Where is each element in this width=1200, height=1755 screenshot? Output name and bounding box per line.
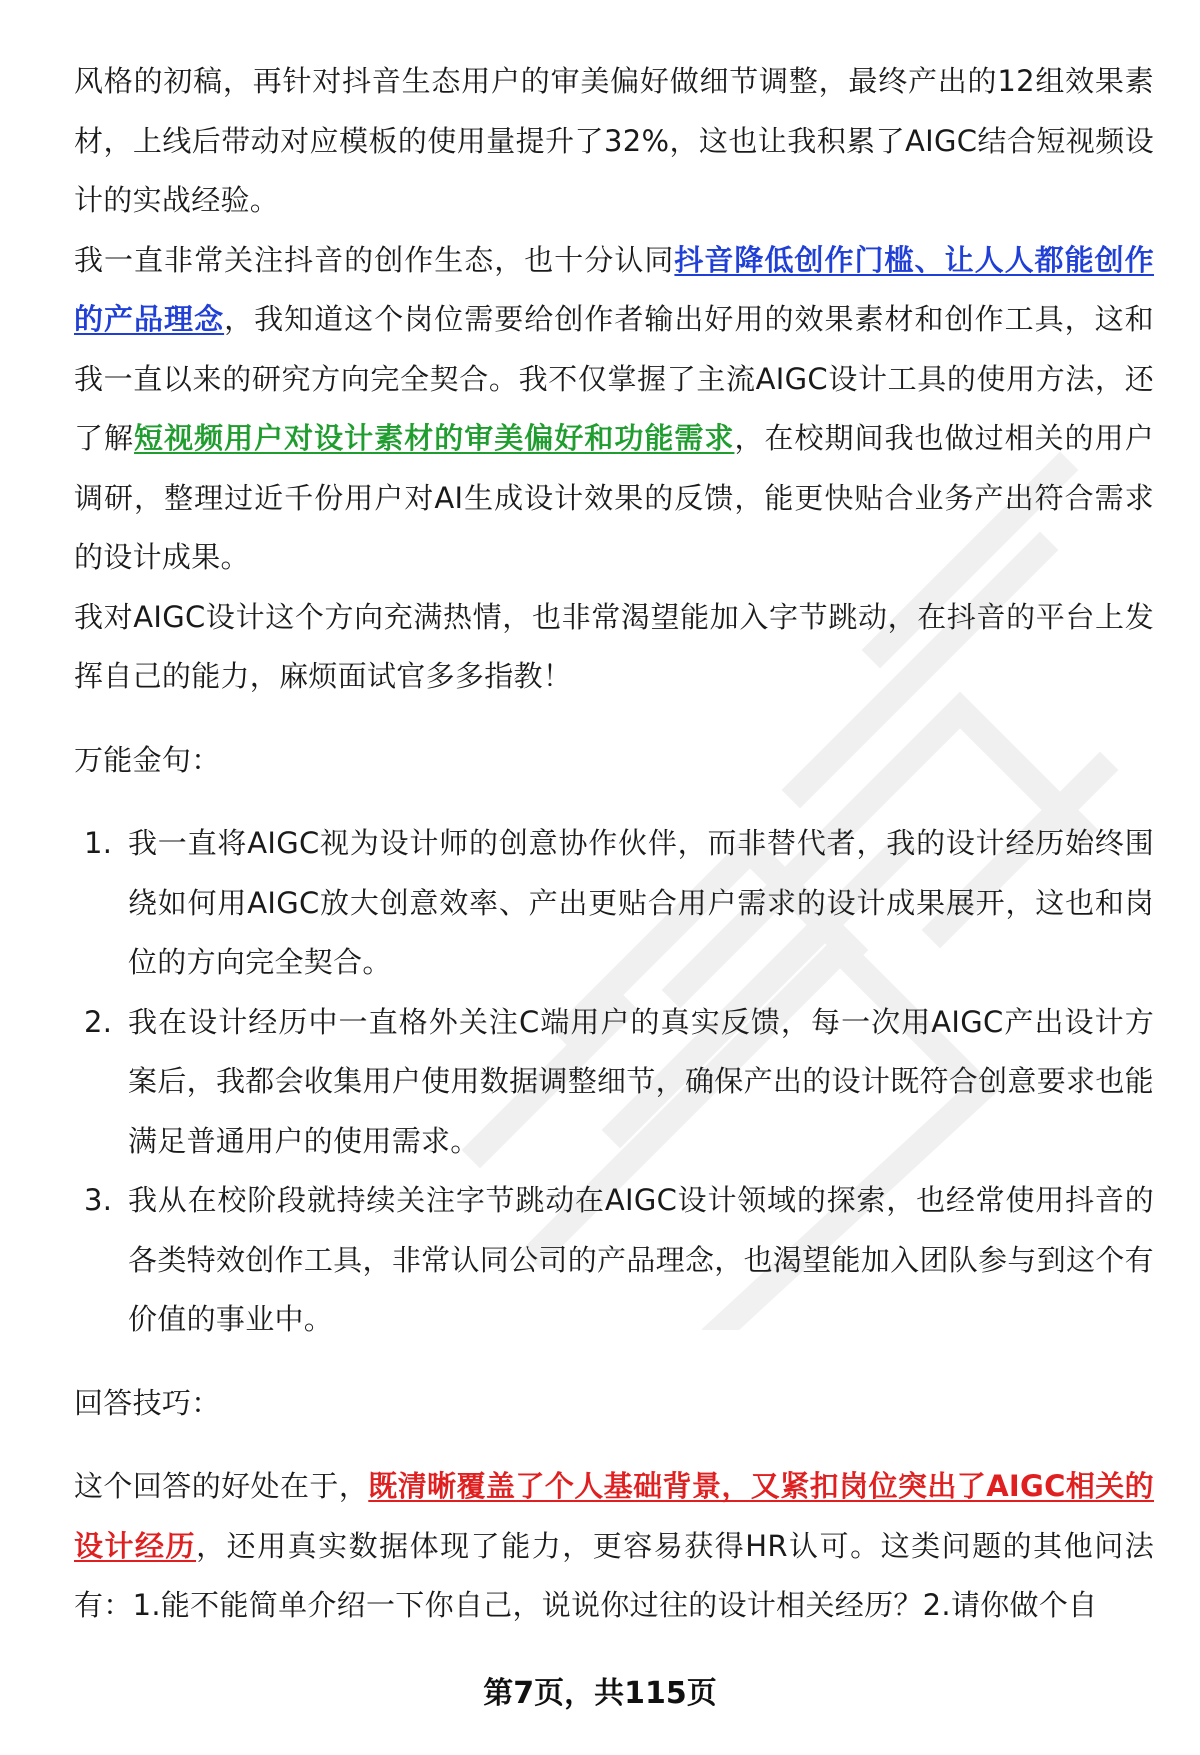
section-heading-golden-sentences: 万能金句： — [74, 742, 221, 777]
list-item-number: 2. — [84, 1004, 113, 1039]
paragraph-text: ，还用真实数据体现了能力，更容易获得HR认可。这类问题的其他问法有：1.能不能简单介绍一下你自己，说说你过往的设计相关经历？2.请你做个自 — [74, 1528, 1155, 1622]
paragraph-text: ，在校期间我也做过相关的用户调研，整理过近千份用户对AI生成设计效果的反馈，能更快贴合业务产出符合需求的设计成果。 — [74, 421, 1154, 574]
list-item-text: 我一直将AIGC视为设计师的创意协作伙伴，而非替代者，我的设计经历始终围绕如何用AIGC放大创意效率、产出更贴合用户需求的设计成果展开，这也和岗位的方向完全契合。 — [128, 826, 1154, 979]
list-item-number: 3. — [84, 1183, 113, 1217]
paragraph-intro-continuation: 风格的初稿，再针对抖音生态用户的审美偏好做细节调整，最终产出的12组效果素材，上线后带动对应模板的使用量提升了32%，这也让我积累了AIGC结合短视频设计的实战经验。 — [74, 64, 1154, 217]
paragraph-closing: 我对AIGC设计这个方向充满热情，也非常渴望能加入字节跳动，在抖音的平台上发挥自己的能力，麻烦面试官多多指教！ — [74, 599, 1154, 693]
list-item-text: 我从在校阶段就持续关注字节跳动在AIGC设计领域的探索，也经常使用抖音的各类特效创作工具，非常认同公司的产品理念，也渴望能加入团队参与到这个有价值的事业中。 — [128, 1183, 1154, 1336]
main-content — [74, 52, 1154, 1636]
section-heading-answer-tips: 回答技巧： — [74, 1385, 221, 1420]
golden-sentences-list — [74, 814, 1154, 1350]
list-item — [74, 993, 1154, 1172]
paragraph-text: 我一直非常关注抖音的创作生态，也十分认同 — [74, 242, 675, 277]
list-item — [74, 1171, 1154, 1350]
list-item-text: 我在设计经历中一直格外关注C端用户的真实反馈，每一次用AIGC产出设计方案后，我都会收集用户使用数据调整细节，确保产出的设计既符合创意要求也能满足普通用户的使用需求。 — [128, 1004, 1154, 1158]
paragraph-text: ，我知道这个岗位需要给创作者输出好用的效果素材和创作工具，这和我一直以来的研究方向完全契合。我不仅掌握了主流AIGC设计工具的使用方法，还了解 — [74, 302, 1154, 455]
paragraph-answer-tips — [74, 1457, 1154, 1636]
page-number-footer: 第7页，共115页 — [483, 1676, 717, 1711]
highlight-product-philosophy: 抖音降低创作门槛、让人人都能创作的产品理念 — [74, 242, 1154, 336]
list-item — [74, 814, 1154, 993]
list-item-number: 1. — [84, 826, 113, 860]
paragraph-ecosystem — [74, 231, 1154, 588]
highlight-user-needs: 短视频用户对设计素材的审美偏好和功能需求 — [134, 421, 735, 455]
highlight-key-advantage: 既清晰覆盖了个人基础背景，又紧扣岗位突出了AIGC相关的设计经历 — [74, 1469, 1154, 1563]
paragraph-text: 这个回答的好处在于， — [74, 1469, 369, 1503]
